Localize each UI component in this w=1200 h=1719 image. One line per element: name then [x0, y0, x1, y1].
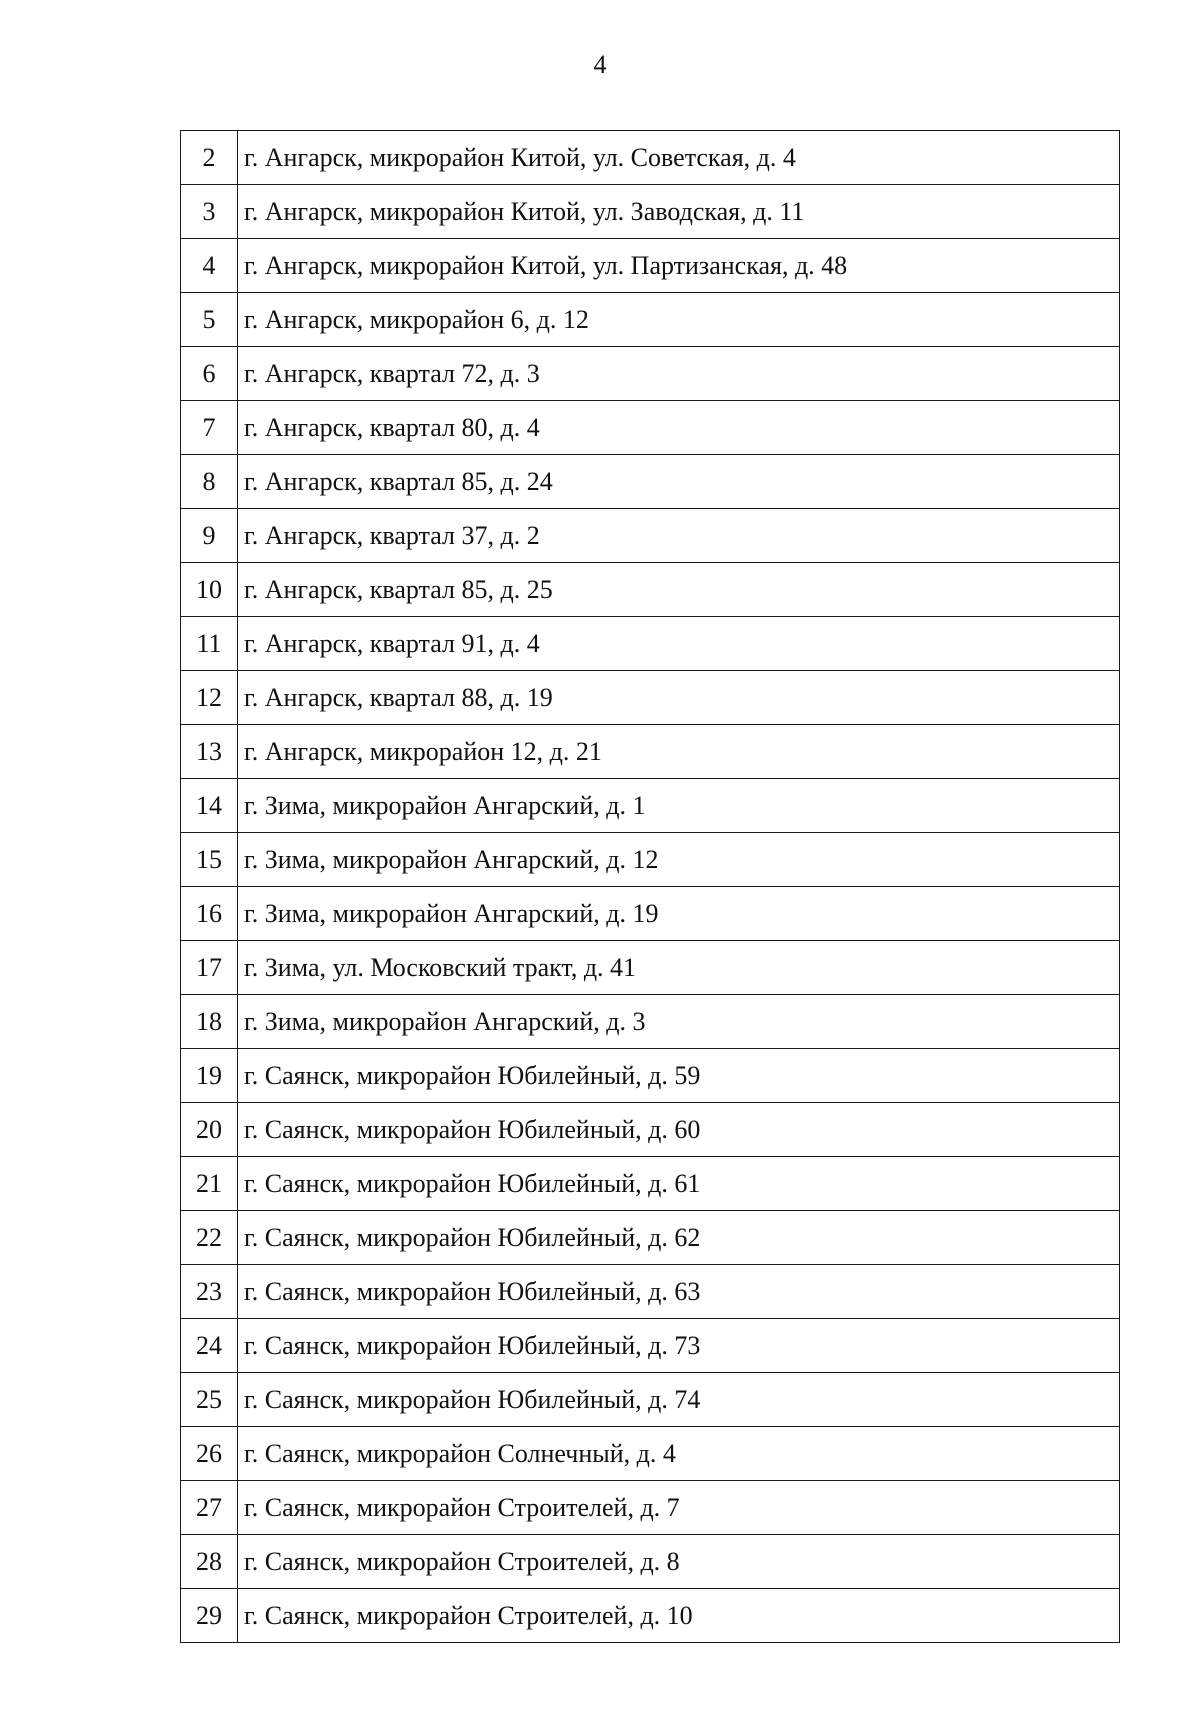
- row-number: 4: [181, 239, 238, 293]
- table-row: [181, 347, 1120, 401]
- row-number: 27: [181, 1481, 238, 1535]
- table-row: [181, 617, 1120, 671]
- row-number: 2: [181, 131, 238, 185]
- table-row: [181, 401, 1120, 455]
- table-row: [181, 995, 1120, 1049]
- address-table-body: [181, 131, 1120, 1643]
- row-address: г. Саянск, микрорайон Солнечный, д. 4: [238, 1427, 1120, 1481]
- row-number: 7: [181, 401, 238, 455]
- row-address: г. Ангарск, квартал 72, д. 3: [238, 347, 1120, 401]
- table-row: [181, 1103, 1120, 1157]
- row-number: 13: [181, 725, 238, 779]
- table-row: [181, 1049, 1120, 1103]
- table-row: [181, 941, 1120, 995]
- table-row: [181, 833, 1120, 887]
- table-row: [181, 239, 1120, 293]
- row-number: 9: [181, 509, 238, 563]
- row-number: 20: [181, 1103, 238, 1157]
- row-address: г. Ангарск, микрорайон 6, д. 12: [238, 293, 1120, 347]
- row-address: г. Ангарск, квартал 85, д. 24: [238, 455, 1120, 509]
- table-row: [181, 509, 1120, 563]
- table-row: [181, 1535, 1120, 1589]
- table-row: [181, 1265, 1120, 1319]
- row-number: 19: [181, 1049, 238, 1103]
- row-number: 17: [181, 941, 238, 995]
- table-row: [181, 563, 1120, 617]
- row-address: г. Ангарск, микрорайон 12, д. 21: [238, 725, 1120, 779]
- row-address: г. Саянск, микрорайон Юбилейный, д. 74: [238, 1373, 1120, 1427]
- row-number: 6: [181, 347, 238, 401]
- table-row: [181, 185, 1120, 239]
- row-number: 21: [181, 1157, 238, 1211]
- row-number: 28: [181, 1535, 238, 1589]
- table-row: [181, 1211, 1120, 1265]
- row-number: 12: [181, 671, 238, 725]
- row-address: г. Саянск, микрорайон Юбилейный, д. 59: [238, 1049, 1120, 1103]
- row-number: 22: [181, 1211, 238, 1265]
- table-row: [181, 293, 1120, 347]
- row-number: 3: [181, 185, 238, 239]
- table-row: [181, 1427, 1120, 1481]
- row-number: 14: [181, 779, 238, 833]
- row-number: 5: [181, 293, 238, 347]
- row-number: 11: [181, 617, 238, 671]
- row-address: г. Саянск, микрорайон Юбилейный, д. 62: [238, 1211, 1120, 1265]
- address-table: [180, 130, 1120, 1643]
- table-row: [181, 455, 1120, 509]
- row-number: 18: [181, 995, 238, 1049]
- row-address: г. Ангарск, микрорайон Китой, ул. Партизанская, д. 48: [238, 239, 1120, 293]
- row-address: г. Ангарск, квартал 91, д. 4: [238, 617, 1120, 671]
- row-address: г. Зима, микрорайон Ангарский, д. 19: [238, 887, 1120, 941]
- row-address: г. Ангарск, микрорайон Китой, ул. Советская, д. 4: [238, 131, 1120, 185]
- row-address: г. Ангарск, микрорайон Китой, ул. Заводская, д. 11: [238, 185, 1120, 239]
- row-address: г. Саянск, микрорайон Юбилейный, д. 73: [238, 1319, 1120, 1373]
- row-number: 10: [181, 563, 238, 617]
- page-number: 4: [593, 50, 607, 79]
- row-number: 25: [181, 1373, 238, 1427]
- row-address: г. Зима, микрорайон Ангарский, д. 3: [238, 995, 1120, 1049]
- row-address: г. Саянск, микрорайон Юбилейный, д. 63: [238, 1265, 1120, 1319]
- table-row: [181, 725, 1120, 779]
- row-number: 24: [181, 1319, 238, 1373]
- table-row: [181, 887, 1120, 941]
- row-number: 23: [181, 1265, 238, 1319]
- row-address: г. Зима, микрорайон Ангарский, д. 1: [238, 779, 1120, 833]
- row-address: г. Ангарск, квартал 85, д. 25: [238, 563, 1120, 617]
- row-address: г. Зима, ул. Московский тракт, д. 41: [238, 941, 1120, 995]
- row-address: г. Ангарск, квартал 37, д. 2: [238, 509, 1120, 563]
- row-address: г. Ангарск, квартал 88, д. 19: [238, 671, 1120, 725]
- row-number: 8: [181, 455, 238, 509]
- table-row: [181, 1319, 1120, 1373]
- row-number: 29: [181, 1589, 238, 1643]
- row-address: г. Саянск, микрорайон Строителей, д. 7: [238, 1481, 1120, 1535]
- table-row: [181, 671, 1120, 725]
- row-number: 16: [181, 887, 238, 941]
- table-row: [181, 1157, 1120, 1211]
- row-address: г. Саянск, микрорайон Строителей, д. 8: [238, 1535, 1120, 1589]
- row-address: г. Ангарск, квартал 80, д. 4: [238, 401, 1120, 455]
- row-address: г. Зима, микрорайон Ангарский, д. 12: [238, 833, 1120, 887]
- table-row: [181, 1589, 1120, 1643]
- row-address: г. Саянск, микрорайон Юбилейный, д. 60: [238, 1103, 1120, 1157]
- table-row: [181, 1481, 1120, 1535]
- row-address: г. Саянск, микрорайон Строителей, д. 10: [238, 1589, 1120, 1643]
- table-row: [181, 1373, 1120, 1427]
- row-number: 26: [181, 1427, 238, 1481]
- table-row: [181, 779, 1120, 833]
- row-number: 15: [181, 833, 238, 887]
- table-row: [181, 131, 1120, 185]
- row-address: г. Саянск, микрорайон Юбилейный, д. 61: [238, 1157, 1120, 1211]
